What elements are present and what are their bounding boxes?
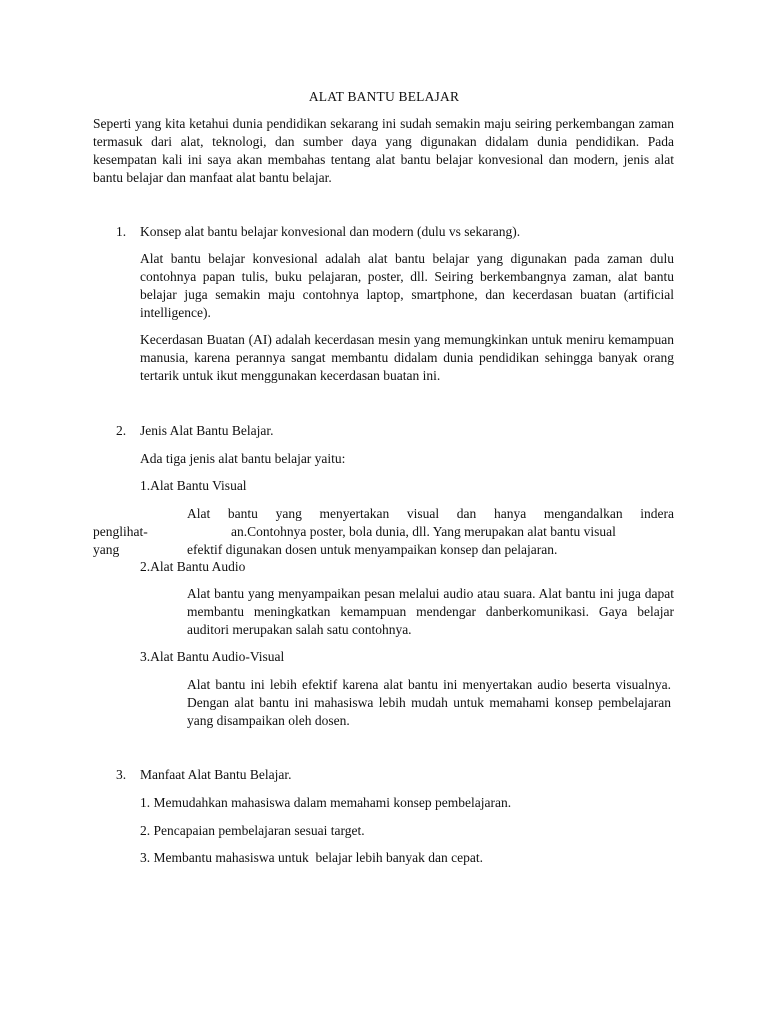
visual-heading: 1.Alat Bantu Visual (140, 478, 247, 493)
section-3-heading: Manfaat Alat Bantu Belajar. (140, 767, 292, 782)
visual-text-line-1 (187, 505, 674, 523)
section-1-paragraph-2: Kecerdasan Buatan (AI) adalah kecerdasan mesin yang memungkinkan untuk meniru kemampuan manusia, karena perannya sangat membantu didalam dunia pendidikan sehingga banyak orang tertarik untuk ikut menggunakan kecerdasan buatan ini. (140, 332, 674, 383)
visual-text-line-3 (93, 541, 674, 559)
audio-paragraph: Alat bantu yang menyampaikan pesan melalui audio atau suara. Alat bantu ini juga dapat membantu meningkatkan kemampuan mendengar danberkomunikasi. Gaya belajar auditori merupakan salah satu contohnya. (187, 586, 674, 637)
document-title: ALAT BANTU BELAJAR (308, 89, 460, 104)
benefit-item-2: 2. Pencapaian pembelajaran sesuai target. (140, 823, 365, 838)
visual-line-3-rest: efektif digunakan dosen untuk menyampaikan konsep dan pelajaran. (187, 542, 558, 557)
audio-visual-paragraph: Alat bantu ini lebih efektif karena alat bantu ini menyertakan audio beserta visualnya. Dengan alat bantu ini mahasiswa lebih mudah untuk memahami konsep pembelajaran yang disampaikan oleh dosen. (187, 677, 671, 728)
intro-paragraph: Seperti yang kita ketahui dunia pendidikan sekarang ini sudah semakin maju seiring perkembangan zaman termasuk dari alat, teknologi, dan sumber daya yang digunakan didalam dunia pendidikan. Pada kesempatan kali ini saya akan membahas tentang alat bantu belajar konvesional dan modern, jenis alat bantu belajar dan manfaat alat bantu belajar. (93, 116, 674, 185)
visual-line-3-lead: yang (93, 542, 120, 557)
audio-visual-heading: 3.Alat Bantu Audio-Visual (140, 649, 285, 664)
section-3-number: 3. (116, 767, 127, 782)
visual-text-line-2 (93, 523, 674, 541)
visual-line-2-rest: an.Contohnya poster, bola dunia, dll. Yang merupakan alat bantu visual (231, 524, 616, 539)
benefit-item-1: 1. Memudahkan mahasiswa dalam memahami konsep pembelajaran. (140, 795, 512, 810)
section-1-paragraph-1: Alat bantu belajar konvesional adalah alat bantu belajar yang digunakan pada zaman dulu contohnya papan tulis, buku pelajaran, poster, dll. Seiring berkembangnya zaman, alat bantu belajar juga semakin maju contohnya laptop, smartphone, dan kecerdasan buatan (artificial intelligence). (140, 251, 674, 320)
visual-line-1-text: Alat bantu yang menyertakan visual dan hanya mengandalkan indera (187, 506, 674, 521)
section-2-number: 2. (116, 423, 127, 438)
visual-line-2-lead: penglihat- (93, 524, 148, 539)
section-2-intro: Ada tiga jenis alat bantu belajar yaitu: (140, 451, 346, 466)
section-1-number: 1. (116, 224, 127, 239)
section-1-heading: Konsep alat bantu belajar konvesional dan modern (dulu vs sekarang). (140, 224, 521, 239)
benefit-item-3: 3. Membantu mahasiswa untuk belajar lebih banyak dan cepat. (140, 850, 484, 865)
section-2-heading: Jenis Alat Bantu Belajar. (140, 423, 274, 438)
audio-heading: 2.Alat Bantu Audio (140, 559, 246, 574)
